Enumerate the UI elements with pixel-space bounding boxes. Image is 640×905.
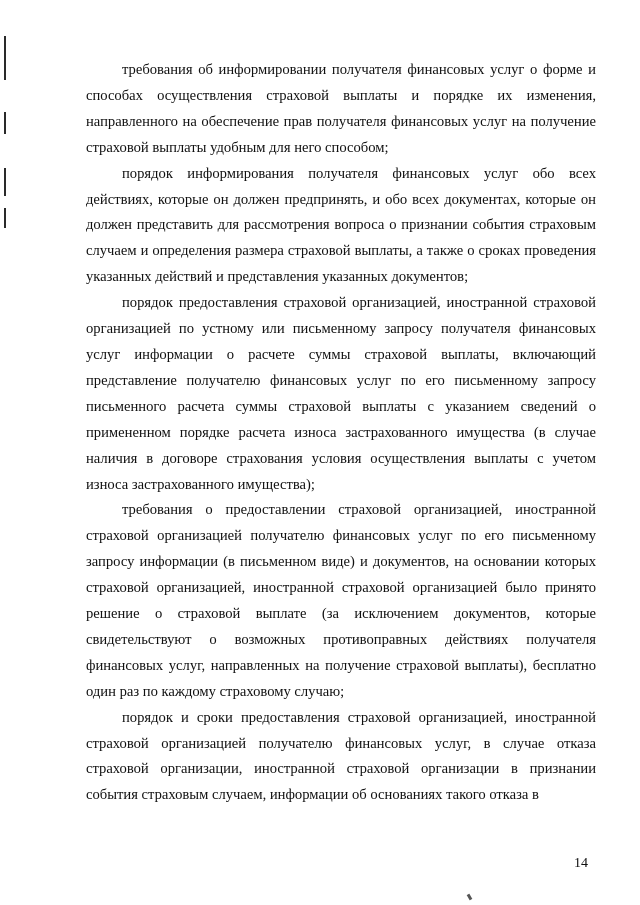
body-text: [86, 58, 596, 809]
scan-margin-mark: [4, 36, 6, 80]
paragraph-documents-provision: требования о предоставлении страховой организацией, иностранной страховой организацией получателю финансовых услуг по его письменному запросу информации (в письменном виде) и документов, на основании которых страховой организацией, иностранной страховой организацией было принято решение о страховой выплате (за исключением документов, которые свидетельствуют о возможных противоправных действиях получателя финансовых услуг, направленных на получение страховой выплаты), бесплатно один раз по каждому страховому случаю;: [86, 502, 596, 700]
scan-margin-mark: [4, 208, 6, 228]
scan-speck: [467, 894, 473, 901]
scan-margin-mark: [4, 168, 6, 196]
paragraph-refusal-info: порядок и сроки предоставления страховой организацией, иностранной страховой организацией получателю финансовых услуг, в случае отказа страховой организации, иностранной страховой организации в признании события страховым случаем, информации об основаниях такого отказа в: [86, 709, 596, 804]
page-number: 14: [574, 856, 588, 871]
paragraph-informing-actions-documents: порядок информирования получателя финансовых услуг обо всех действиях, которые он должен предпринять, и обо всех документах, которые он должен представить для рассмотрения вопроса о признании события страховым случаем и определения размера страховой выплаты, а также о сроках проведения указанных действий и представления указанных документов;: [86, 165, 596, 286]
scan-margin-mark: [4, 112, 6, 134]
paragraph-payment-calculation-info: порядок предоставления страховой организацией, иностранной страховой организацией по устному или письменному запросу получателя финансовых услуг информации о расчете суммы страховой выплаты, включающий представление получателю финансовых услуг по его письменному запросу письменного расчета суммы страховой выплаты с указанием сведений о примененном порядке расчета износа застрахованного имущества (в случае наличия в договоре страхования условия осуществления выплаты с учетом износа застрахованного имущества);: [86, 295, 596, 493]
paragraph-informing-payment-method: требования об информировании получателя финансовых услуг о форме и способах осуществления страховой выплаты и порядке их изменения, направленного на обеспечение прав получателя финансовых услуг на получение страховой выплаты удобным для него способом;: [86, 62, 596, 156]
